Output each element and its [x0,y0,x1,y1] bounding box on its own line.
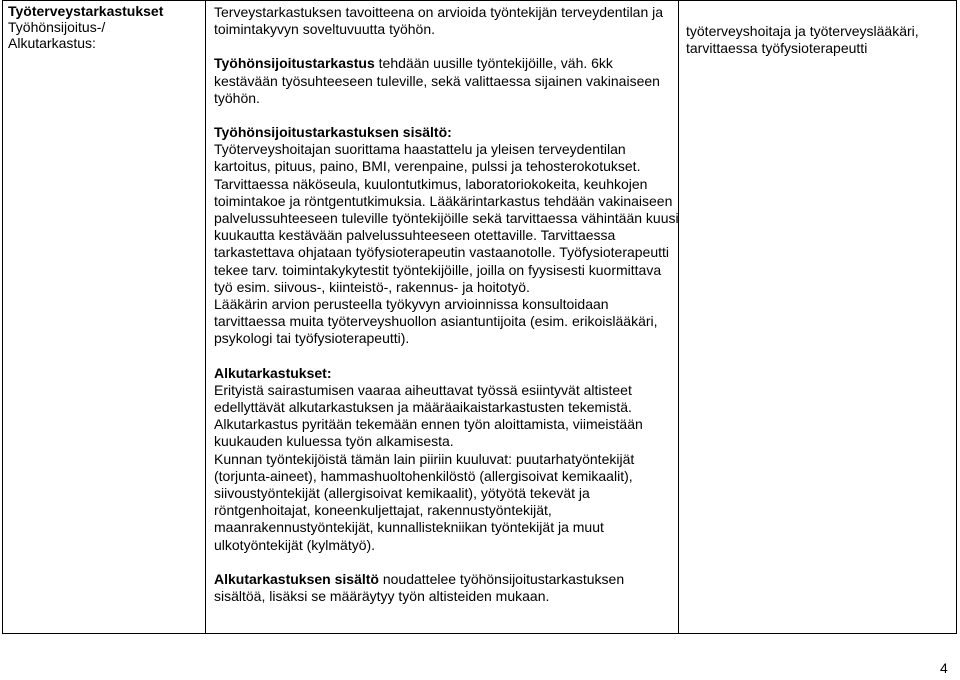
alkutarkastukset-paragraph: Erityistä sairastumisen vaaraa aiheuttavat työssä esiintyvät altisteet edellyttävät alkutarkastuksen ja määräaikaistarkastusten tekemistä. Alkutarkastus pyritään tekemään ennen työn aloittamista, viimeistään kuukauden kuluessa työn alkamisesta. [214,381,643,450]
content-table [2,0,957,634]
alkutarkastuksen-sisalto-term: Alkutarkastuksen sisältö [214,570,379,587]
laakari-paragraph: Lääkärin arvion perusteella työkyvyn arvioinnissa konsultoidaan tarvittaessa muita työterveyshuollon asiantuntijoita (esim. erikoislääkäri, psykologi tai työfysioterapeutti). [214,296,658,347]
alkutarkastuksen-sisalto-paragraph [214,571,679,605]
responsible-text: työterveyshoitaja ja työterveyslääkäri, tarvittaessa työfysioterapeutti [686,23,919,57]
description-cell [214,4,679,605]
tyohonsijoitus-paragraph [214,55,679,107]
row-label-line: Alkutarkastus: [8,35,96,51]
page-number: 4 [940,660,948,676]
responsible-cell [686,23,951,57]
column-divider [205,1,206,633]
tyohonsijoitus-term: Työhönsijoitustarkastus [214,55,375,72]
row-heading-cell [8,3,206,51]
section-title: Työterveystarkastukset [8,3,164,19]
sisalto-heading: Työhönsijoitustarkastuksen sisältö: [214,124,452,141]
row-label-line: Työhönsijoitus-/ [8,19,106,35]
sisalto-paragraph: Työterveyshoitajan suorittama haastattelu ja yleisen terveydentilan kartoitus, pituus, paino, BMI, verenpaine, pulssi ja tehosterokotukset. Tarvittaessa näköseula, kuulontutkimus, laboratoriokokeita, keuhkojen toimintakoe ja röntgentutkimuksia. Lääkärintarkastus tehdään vakinaiseen palvelussuhteeseen tuleville työntekijöille sekä tarvittaessa vähintään kuusi kuukautta kestävään palvelussuhteeseen otettaville. Tarvittaessa tarkastettava ohjataan työfysioterapeutin vastaanotolle. Työfysioterapeutti tekee tarv. toimintakykytestit työntekijöille, joilla on fyysisesti kuormittava työ esim. siivous-, kiinteistö-, rakennus- ja hoitotyö. [214,141,679,295]
alkutarkastukset-heading: Alkutarkastukset: [214,364,332,381]
alkutarkastuksen-sisalto-text: noudattelee työhönsijoitustarkastuksen sisältöä, lisäksi se määräytyy työn altisteiden mukaan. [214,570,625,605]
tyohonsijoitus-text: tehdään uusille työntekijöille, väh. 6kk kestävään työsuhteeseen tuleville, sekä valittaessa sijainen vakinaiseen työhön. [214,55,660,106]
intro-paragraph: Terveystarkastuksen tavoitteena on arvioida työntekijän terveydentilan ja toimintakyvyn soveltuvuutta työhön. [214,4,664,38]
altisteet-paragraph: Kunnan työntekijöistä tämän lain piiriin kuuluvat: puutarhatyöntekijät (torjunta-aineet), hammashuoltohenkilöstö (allergisoivat kemikaalit), siivoustyöntekijät (allergisoivat kemikaalit), yötyötä tekevät ja röntgenhoitajat, koneenkuljettajat, rakennustyöntekijät, maanrakennustyöntekijät, kunnallistekniikan työntekijät ja muut ulkotyöntekijät (kylmätyö). [214,450,635,553]
